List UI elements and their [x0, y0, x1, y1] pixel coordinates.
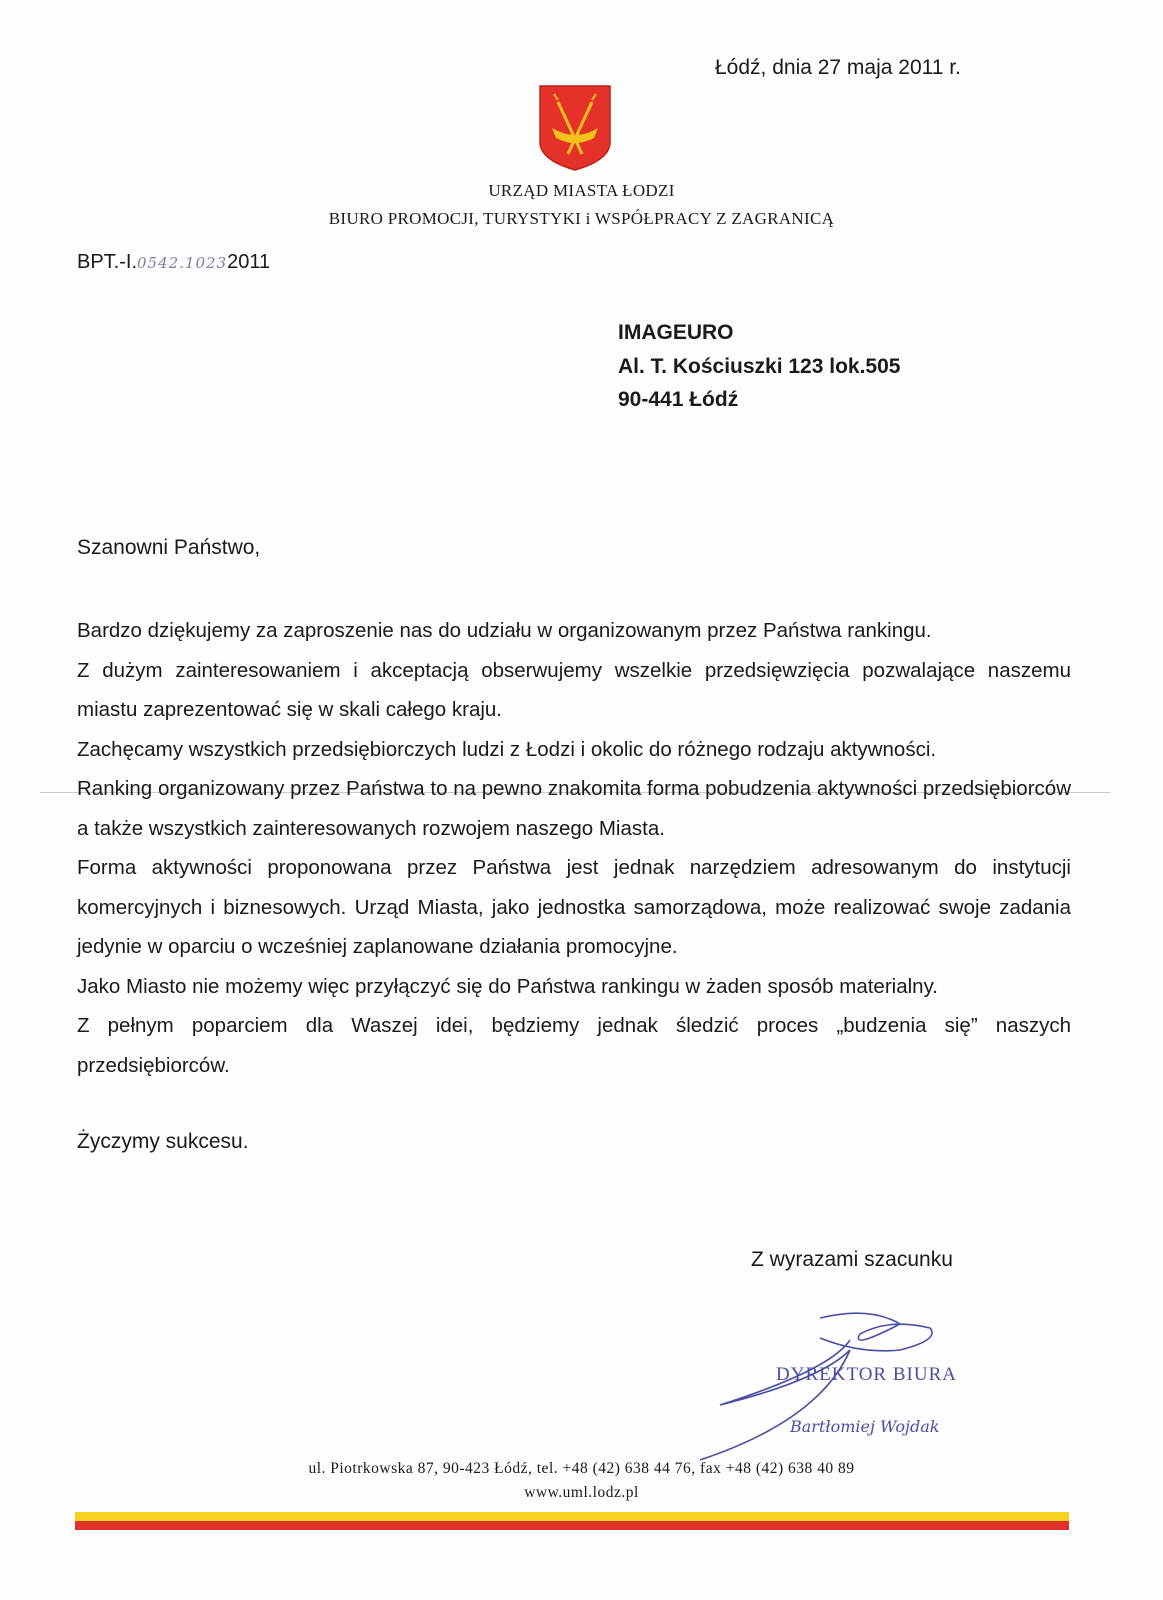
- department-name: BIURO PROMOCJI, TURYSTYKI i WSPÓŁPRACY Z ZAGRANICĄ: [328, 209, 835, 228]
- letter-date: Łódź, dnia 27 maja 2011 r.: [715, 56, 961, 79]
- complimentary-close: Z wyrazami szacunku: [751, 1248, 953, 1271]
- salutation: Szanowni Państwo,: [77, 536, 261, 559]
- paragraph: Forma aktywności proponowana przez Państwa jest jednak narzędziem adresowanym do instytucji komercyjnych i biznesowych. Urząd Miasta, jako jednostka samorządowa, może realizować swoje zadania jedynie w oparciu o wcześniej zaplanowane działania promocyjne.: [77, 856, 1071, 958]
- footer-stripe-yellow: [75, 1512, 1069, 1521]
- paragraph: Zachęcamy wszystkich przedsiębiorczych ludzi z Łodzi i okolic do różnego rodzaju aktywności.: [77, 737, 937, 761]
- stamp-title: DYREKTOR BIURA: [776, 1364, 957, 1385]
- recipient-street: Al. T. Kościuszki 123 lok.505: [618, 355, 901, 378]
- office-name: URZĄD MIASTA ŁODZI: [488, 181, 675, 200]
- recipient-name: IMAGEURO: [618, 321, 734, 344]
- lodz-coat-of-arms-icon: [538, 84, 612, 172]
- reference-prefix: BPT.-I.: [77, 251, 138, 273]
- reference-year: 2011: [227, 251, 271, 273]
- stamp-signatory: Bartłomiej Wojdak: [790, 1417, 940, 1436]
- closing-wish: Życzymy sukcesu.: [77, 1130, 249, 1153]
- paragraph: Z dużym zainteresowaniem i akceptacją obserwujemy wszelkie przedsięwzięcia pozwalające naszemu miastu zaprezentować się w skali całego kraju.: [77, 658, 1071, 721]
- footer-website: www.uml.lodz.pl: [524, 1484, 639, 1501]
- reference-handwritten: 0542.1023: [137, 254, 228, 272]
- footer-stripe-red: [75, 1521, 1069, 1530]
- recipient-city: 90-441 Łódź: [618, 388, 739, 411]
- paragraph: Bardzo dziękujemy za zaproszenie nas do udziału w organizowanym przez Państwa rankingu.: [77, 619, 932, 642]
- paragraph: Jako Miasto nie możemy więc przyłączyć się do Państwa rankingu w żaden sposób materialny.: [77, 974, 938, 998]
- letter-body: [77, 611, 1071, 1085]
- footer-address: ul. Piotrkowska 87, 90-423 Łódź, tel. +48 (42) 638 44 76, fax +48 (42) 638 40 89: [308, 1460, 855, 1477]
- paragraph: Ranking organizowany przez Państwa to na pewno znakomita forma pobudzenia aktywności przedsiębiorców a także wszystkich zainteresowanych rozwojem naszego Miasta.: [77, 777, 1071, 840]
- reference-number: [77, 251, 270, 274]
- paragraph: Z pełnym poparciem dla Waszej idei, będziemy jednak śledzić proces „budzenia się” naszych przedsiębiorców.: [77, 1014, 1071, 1077]
- handwritten-signature: [700, 1310, 980, 1470]
